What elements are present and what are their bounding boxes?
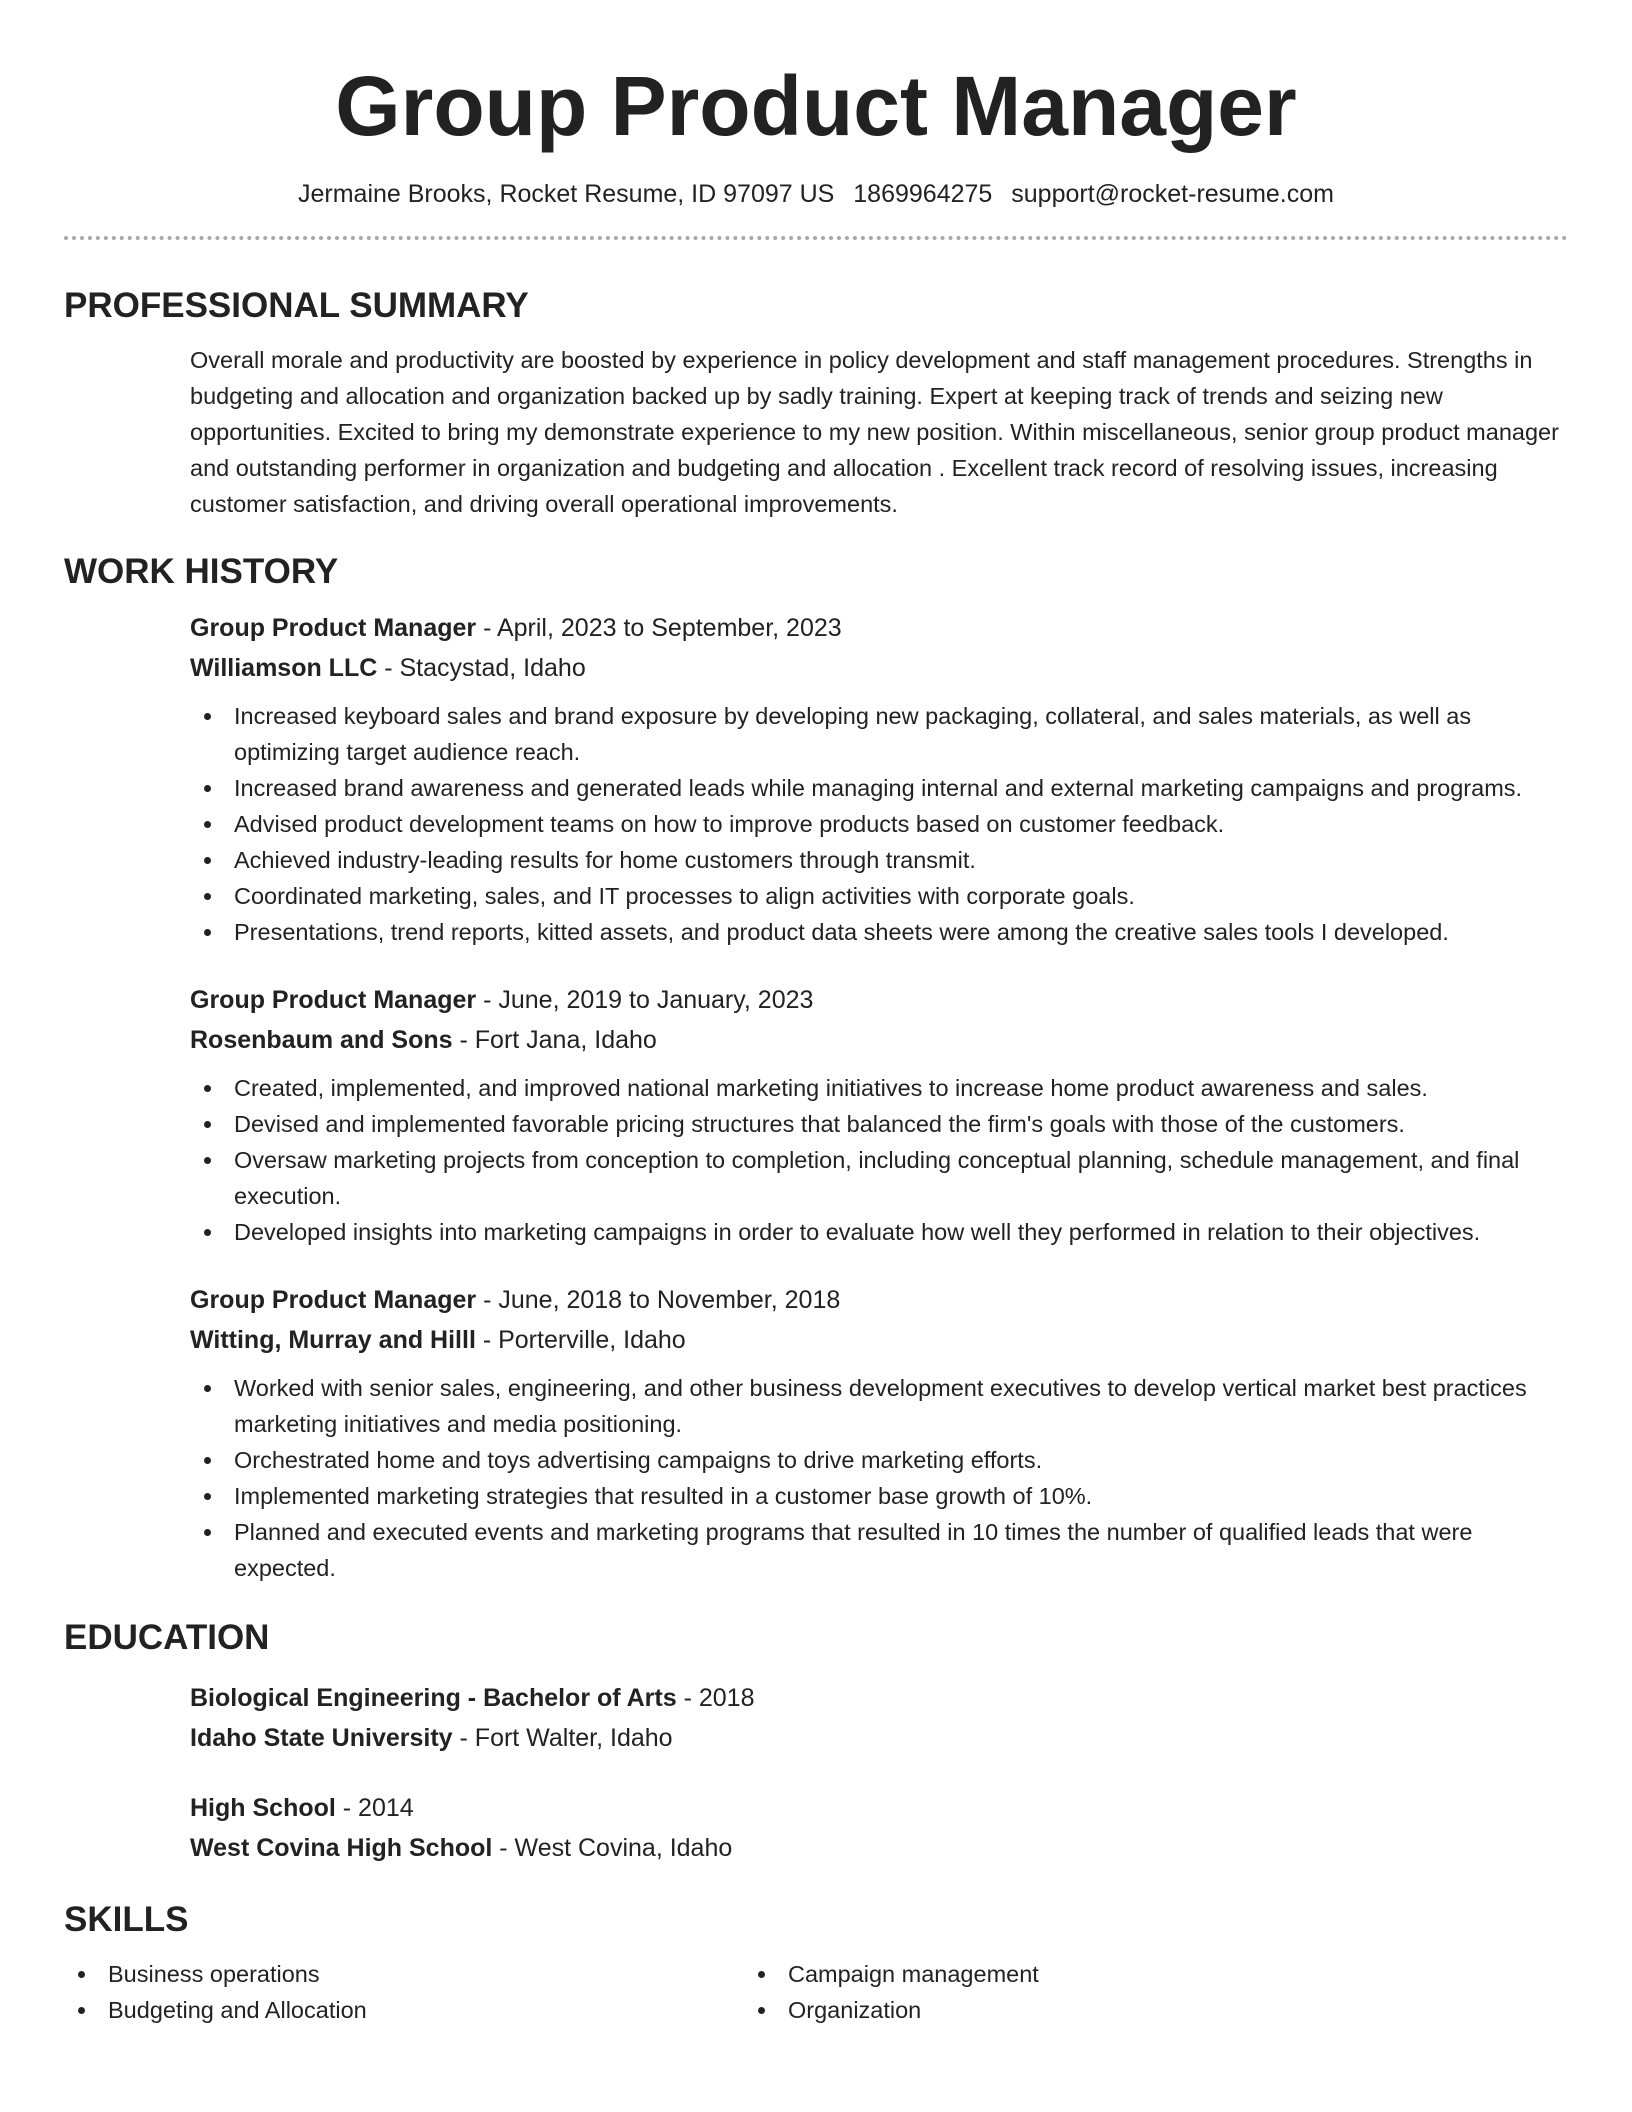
education-entry	[190, 1678, 1568, 1758]
bullet-text: Created, implemented, and improved national marketing initiatives to increase home product awareness and sales.	[234, 1075, 1428, 1101]
bullet-icon	[204, 1493, 211, 1500]
list-item	[190, 1514, 1568, 1586]
job-title: Group Product Manager	[190, 986, 477, 1014]
job-company-row	[190, 1320, 1568, 1360]
list-item	[190, 878, 1568, 914]
bullet-icon	[78, 2007, 85, 2014]
bullet-text: Presentations, trend reports, kitted assets, and product data sheets were among the creative sales tools I developed.	[234, 919, 1449, 945]
bullet-icon	[204, 821, 211, 828]
bullet-icon	[204, 1385, 211, 1392]
bullet-icon	[758, 2007, 765, 2014]
job-entry	[190, 608, 1568, 950]
job-bullets	[190, 1070, 1568, 1250]
bullet-text: Increased keyboard sales and brand exposure by developing new packaging, collateral, and sales materials, as well as optimizing target audience reach.	[234, 703, 1472, 765]
bullet-icon	[204, 785, 211, 792]
bullet-icon	[204, 1121, 211, 1128]
bullet-text: Advised product development teams on how to improve products based on customer feedback.	[234, 811, 1225, 837]
job-dates: - April, 2023 to September, 2023	[476, 614, 842, 642]
skills-list	[64, 1956, 1568, 2028]
school-name: West Covina High School	[190, 1834, 493, 1862]
degree-year: - 2018	[676, 1684, 755, 1712]
contact-phone: 1869964275	[853, 180, 993, 208]
bullet-text: Increased brand awareness and generated leads while managing internal and external marketing campaigns and programs.	[234, 775, 1523, 801]
degree: High School	[190, 1794, 336, 1822]
job-company: Rosenbaum and Sons	[190, 1026, 453, 1054]
list-item	[190, 914, 1568, 950]
bullet-icon	[204, 1457, 211, 1464]
job-bullets	[190, 698, 1568, 950]
resume-title: Group Product Manager	[335, 59, 1297, 153]
bullet-icon	[204, 1085, 211, 1092]
job-title-row	[190, 1280, 1568, 1320]
bullet-text: Achieved industry-leading results for home customers through transmit.	[234, 847, 976, 873]
summary-text: Overall morale and productivity are boosted by experience in policy development and staff management procedures. Strengths in budgeting and allocation and organization backed up by sadly training. Expert at keeping track of trends and seizing new opportunities. Excited to bring my demonstrate experience to my new position. Within miscellaneous, senior group product manager and outstanding performer in organization and budgeting and allocation . Excellent track record of resolving issues, increasing customer satisfaction, and driving overall operational improvements.	[190, 347, 1559, 517]
bullet-icon	[204, 857, 211, 864]
bullet-text: Coordinated marketing, sales, and IT processes to align activities with corporate goals.	[234, 883, 1135, 909]
list-item	[190, 842, 1568, 878]
summary-section	[64, 284, 1568, 522]
work-history-heading: WORK HISTORY	[64, 552, 339, 591]
education-heading: EDUCATION	[64, 1618, 270, 1657]
contact-address: Jermaine Brooks, Rocket Resume, ID 97097 US	[297, 180, 835, 208]
list-item	[190, 1370, 1568, 1442]
degree: Biological Engineering - Bachelor of Arts	[190, 1684, 677, 1712]
job-title-row	[190, 608, 1568, 648]
skill-text: Organization	[788, 1997, 922, 2023]
skill-item	[64, 1956, 744, 1992]
job-title: Group Product Manager	[190, 614, 477, 642]
list-item	[190, 1478, 1568, 1514]
list-item	[190, 1070, 1568, 1106]
degree-row	[190, 1788, 1568, 1828]
job-entry	[190, 980, 1568, 1250]
bullet-text: Worked with senior sales, engineering, and other business development executives to develop vertical market best practices marketing initiatives and media positioning.	[234, 1375, 1527, 1437]
education-section	[64, 1616, 1568, 1868]
bullet-icon	[204, 1529, 211, 1536]
list-item	[190, 698, 1568, 770]
job-dates: - June, 2019 to January, 2023	[476, 986, 814, 1014]
bullet-text: Devised and implemented favorable pricing structures that balanced the firm's goals with those of the customers.	[234, 1111, 1405, 1137]
job-location: - Stacystad, Idaho	[377, 654, 586, 682]
bullet-icon	[204, 1157, 211, 1164]
skill-text: Business operations	[108, 1961, 320, 1987]
bullet-icon	[204, 713, 211, 720]
job-company: Williamson LLC	[190, 654, 378, 682]
list-item	[190, 1442, 1568, 1478]
work-history-section	[64, 550, 1568, 1586]
school-location: - Fort Walter, Idaho	[452, 1724, 673, 1752]
bullet-text: Orchestrated home and toys advertising campaigns to drive marketing efforts.	[234, 1447, 1043, 1473]
bullet-text: Oversaw marketing projects from conception to completion, including conceptual planning, schedule management, and final execution.	[234, 1147, 1520, 1209]
skill-item	[744, 1956, 1424, 1992]
school-location: - West Covina, Idaho	[492, 1834, 733, 1862]
job-title: Group Product Manager	[190, 1286, 477, 1314]
job-entry	[190, 1280, 1568, 1586]
bullet-icon	[204, 1229, 211, 1236]
header-divider	[64, 236, 1568, 240]
skill-item	[744, 1992, 1424, 2028]
job-company-row	[190, 1020, 1568, 1060]
job-bullets	[190, 1370, 1568, 1586]
skills-section	[64, 1898, 1568, 2028]
bullet-text: Planned and executed events and marketing programs that resulted in 10 times the number of qualified leads that were expected.	[234, 1519, 1473, 1581]
bullet-icon	[204, 929, 211, 936]
list-item	[190, 1142, 1568, 1214]
list-item	[190, 806, 1568, 842]
school-name: Idaho State University	[190, 1724, 453, 1752]
skill-text: Budgeting and Allocation	[108, 1997, 367, 2023]
skill-item	[64, 1992, 744, 2028]
list-item	[190, 1106, 1568, 1142]
skill-text: Campaign management	[788, 1961, 1039, 1987]
school-row	[190, 1828, 1568, 1868]
degree-year: - 2014	[335, 1794, 414, 1822]
job-company-row	[190, 648, 1568, 688]
degree-row	[190, 1678, 1568, 1718]
contact-email: support@rocket-resume.com	[1011, 180, 1334, 208]
school-row	[190, 1718, 1568, 1758]
list-item	[190, 1214, 1568, 1250]
bullet-text: Implemented marketing strategies that resulted in a customer base growth of 10%.	[234, 1483, 1093, 1509]
list-item	[190, 770, 1568, 806]
summary-heading: PROFESSIONAL SUMMARY	[64, 286, 529, 325]
education-entry	[190, 1788, 1568, 1868]
bullet-icon	[758, 1971, 765, 1978]
job-location: - Porterville, Idaho	[475, 1326, 686, 1354]
bullet-text: Developed insights into marketing campaigns in order to evaluate how well they performed in relation to their objectives.	[234, 1219, 1481, 1245]
job-dates: - June, 2018 to November, 2018	[476, 1286, 841, 1314]
bullet-icon	[78, 1971, 85, 1978]
job-location: - Fort Jana, Idaho	[452, 1026, 657, 1054]
skills-heading: SKILLS	[64, 1900, 189, 1939]
contact-line	[64, 178, 1568, 210]
job-title-row	[190, 980, 1568, 1020]
job-company: Witting, Murray and Hilll	[190, 1326, 476, 1354]
bullet-icon	[204, 893, 211, 900]
